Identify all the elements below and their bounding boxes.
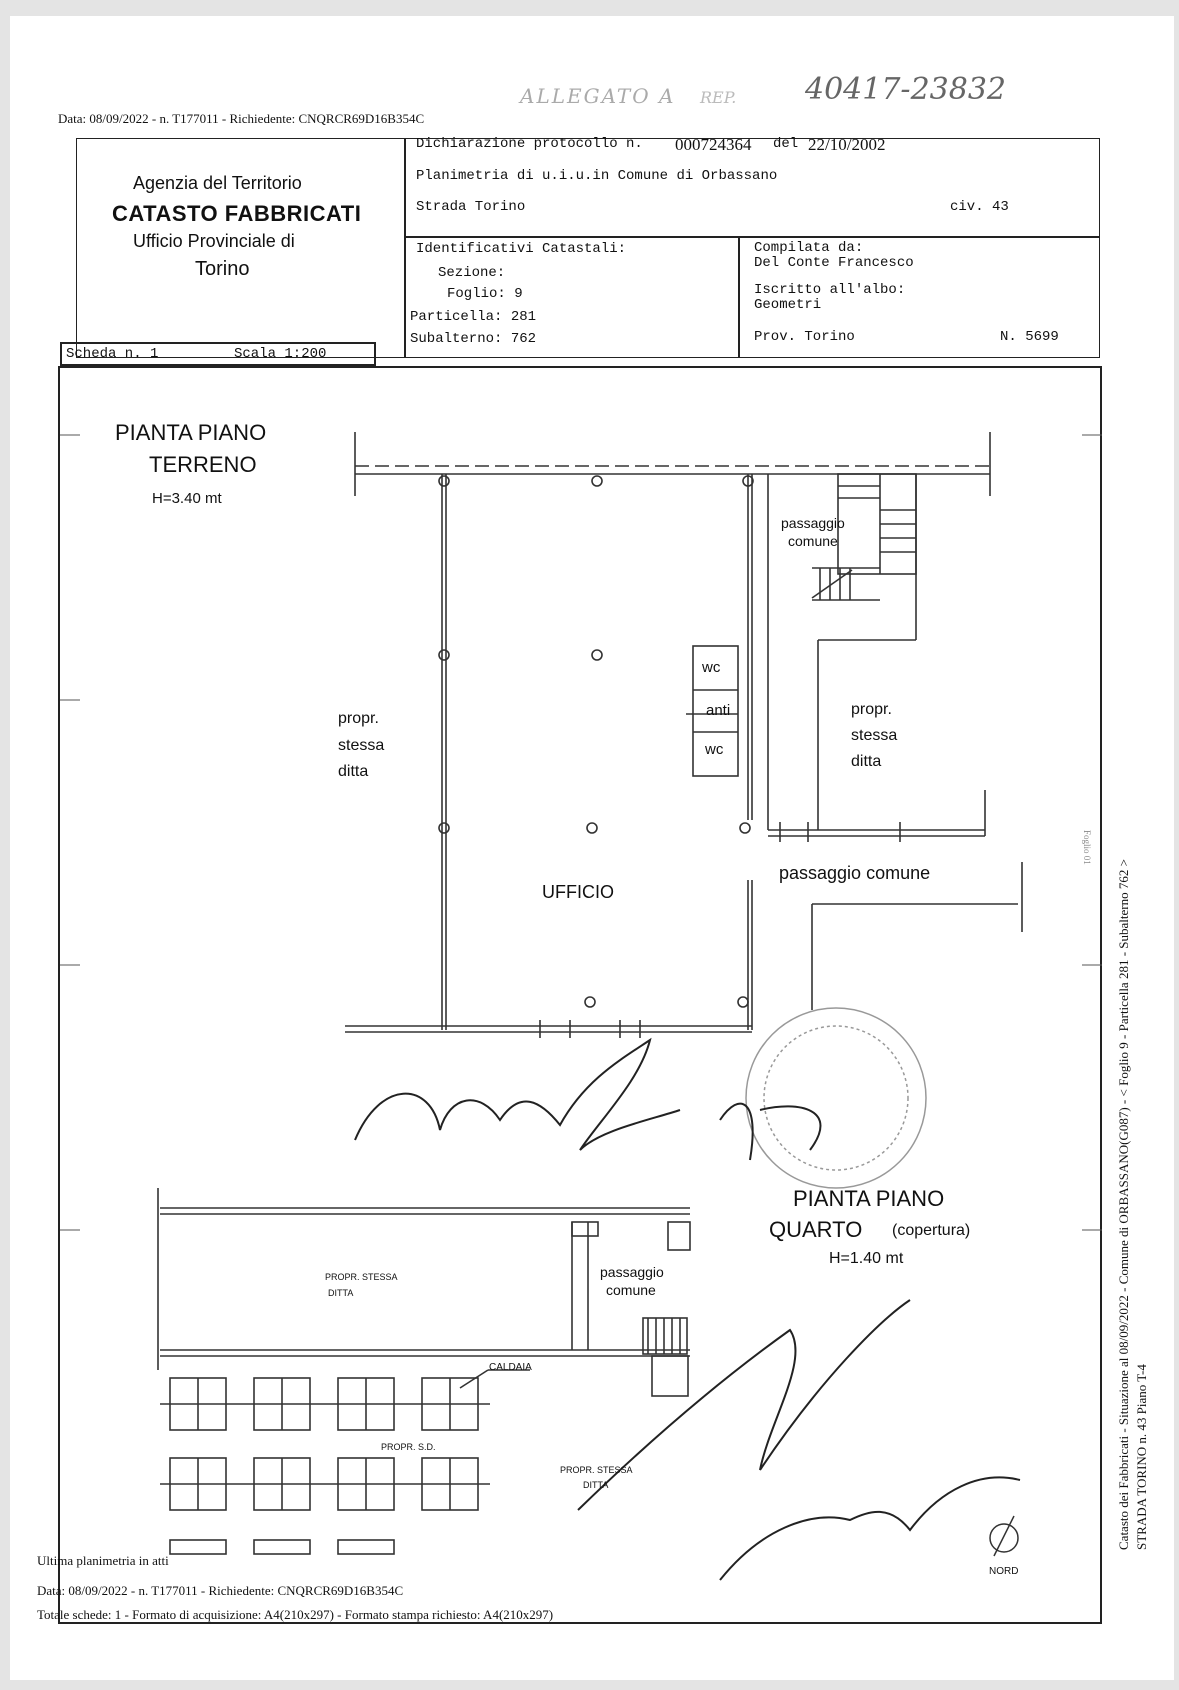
room-wc-1: wc [702,659,721,676]
foglio: Foglio: 9 [447,286,523,302]
agency-name: Agenzia del Territorio [133,173,302,193]
signature-mark [355,1040,1020,1580]
propr-sd-label: PROPR. S.D. [381,1442,436,1452]
side-address-line: STRADA TORINO n. 43 Piano T-4 [1134,1364,1149,1550]
footer-totale: Totale schede: 1 - Formato di acquisizione: A4(210x297) - Formato stampa richiesto: A4(210x297) [37,1607,554,1622]
street-line: Strada Torino [416,199,526,215]
top-request-line: Data: 08/09/2022 - n. T177011 - Richiedente: CNQRCR69D16B354C [58,111,425,126]
civic-number: civ. 43 [950,199,1009,215]
subalterno: Subalterno: 762 [410,331,537,347]
protocol-del: del [773,136,799,152]
compiled-name: Del Conte Francesco [754,255,914,271]
side-catasto-line: Catasto dei Fabbricati - Situazione al 08/09/2022 - Comune di ORBASSANO(G087) - < Foglio 9 - Particella 281 - Subalterno 762 > [1116,859,1131,1550]
passaggio-upper: passaggio [600,1264,664,1280]
plan-copertura: (copertura) [892,1222,971,1239]
allegato-label: ALLEGATO A [520,84,676,108]
ditta-upper: DITTA [328,1288,354,1298]
propr-right-1: propr. [851,701,892,718]
protocol-date: 22/10/2002 [808,135,886,154]
agency-office: Ufficio Provinciale di [133,231,295,251]
sezione: Sezione: [438,265,506,281]
identifiers-title: Identificativi Catastali: [416,241,627,257]
plan-height-quarto: H=1.40 mt [829,1250,904,1267]
albo-number: N. 5699 [1000,329,1059,345]
plan-title-ground-2: TERRENO [149,452,257,477]
comune-upper: comune [606,1282,656,1298]
allegato-number: 40417-23832 [805,72,1007,107]
propr-left-2: stessa [338,737,385,754]
protocol-label: Dichiarazione protocollo n. [416,136,643,152]
north-arrow [990,1516,1018,1556]
particella: Particella: 281 [410,309,537,325]
albo-value: Geometri [754,297,822,313]
agency-title: CATASTO FABBRICATI [112,201,362,226]
passaggio-top-2: comune [788,533,838,549]
room-ufficio: UFFICIO [542,882,614,902]
passaggio-top-1: passaggio [781,515,845,531]
propr-stessa-lower: PROPR. STESSA [560,1465,633,1475]
propr-left-3: ditta [338,763,369,780]
footer-ultima: Ultima planimetria in atti [37,1553,169,1568]
stamp-seal [746,1008,926,1188]
propr-stessa-upper: PROPR. STESSA [325,1272,398,1282]
propr-left-1: propr. [338,710,379,727]
protocol-number: 000724364 [675,135,752,154]
side-small-label: Foglio 01 [1082,830,1092,865]
passaggio-comune-label: passaggio comune [779,863,931,883]
iscritto-label: Iscritto all'albo: [754,282,906,298]
plan-height-ground: H=3.40 mt [152,490,222,507]
plan-title-ground: PIANTA PIANO [115,420,267,445]
planimetria-line: Planimetria di u.i.u.in Comune di Orbassano [416,168,778,184]
ditta-lower: DITTA [583,1480,609,1490]
plan-title-quarto-2: QUARTO [769,1217,863,1242]
caldaia-label: CALDAIA [489,1362,532,1373]
footer-data: Data: 08/09/2022 - n. T177011 - Richiedente: CNQRCR69D16B354C [37,1583,404,1598]
plan-title-quarto: PIANTA PIANO [793,1186,945,1211]
room-anti: anti [706,702,731,719]
agency-city: Torino [195,258,250,280]
room-wc-2: wc [705,741,724,758]
nord-label: NORD [989,1566,1019,1577]
propr-right-2: stessa [851,727,898,744]
propr-right-3: ditta [851,753,882,770]
scheda-label: Scheda n. 1 [66,346,159,362]
rep-label: REP. [700,88,737,107]
prov-value: Prov. Torino [754,329,855,345]
compiled-label: Compilata da: [754,240,864,256]
scala-label: Scala 1:200 [234,346,327,362]
